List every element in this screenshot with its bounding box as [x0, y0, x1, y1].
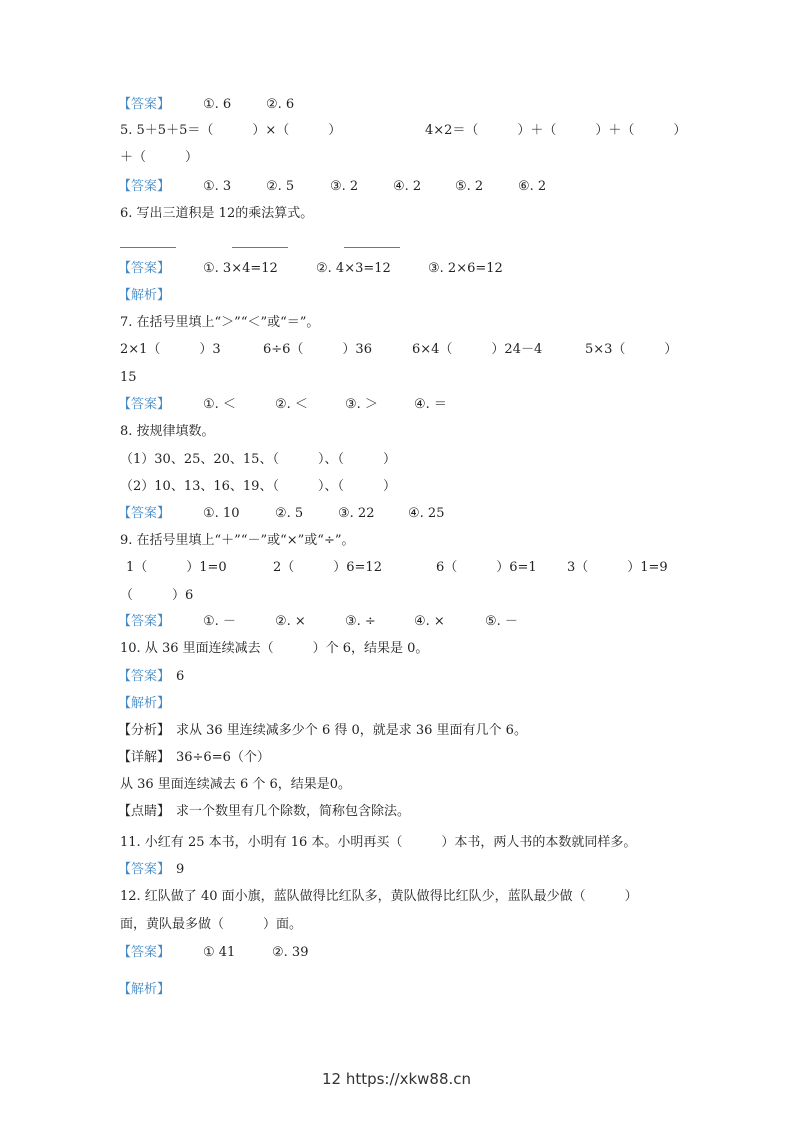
answer-item: 9 — [176, 862, 185, 877]
q9-item: 6（ ）6=1 — [436, 560, 537, 575]
q7-item: 6×4（ ）24－4 — [412, 342, 543, 357]
answer-item: ②. × — [275, 614, 306, 629]
answer-item: 6 — [176, 669, 185, 684]
q11-text: 11. 小红有 25 本书，小明有 16 本。小明再买（ ）本书，两人书的本数就同样多。 — [120, 835, 637, 850]
q7-item: 5×3（ ） — [585, 342, 678, 357]
q8-row2 — [0, 478, 396, 496]
q5-part1: 5. 5＋5＋5＝（ ）×（ ） — [120, 123, 342, 138]
answer-label: 【答案】 — [118, 945, 171, 960]
q4-answer-line — [0, 96, 295, 114]
q9-text: 9. 在括号里填上“＋”“－”或“×”或“÷”。 — [120, 533, 355, 548]
q9-cont: （ ）6 — [120, 588, 194, 603]
q5-answer-line — [0, 178, 547, 196]
answer-item: ②. 4×3=12 — [316, 261, 391, 276]
answer-item: ①. 3 — [203, 179, 232, 194]
answer-item: ②. ＜ — [275, 397, 308, 412]
answer-item: ④. × — [414, 614, 445, 629]
q9-question — [0, 532, 355, 550]
q6-answer-line — [0, 260, 503, 278]
answer-blank-line — [232, 247, 288, 248]
answer-label: 【答案】 — [118, 862, 171, 877]
analysis-label: 【解析】 — [118, 696, 171, 711]
q9-item: 3（ ）1=9 — [567, 560, 668, 575]
q9-item: 2（ ）6=12 — [273, 560, 382, 575]
answer-label: 【答案】 — [118, 669, 171, 684]
q7-item: 6÷6（ ）36 — [263, 342, 372, 357]
q5-question — [0, 122, 687, 140]
answer-item: ③. ÷ — [345, 614, 376, 629]
q6-question — [0, 205, 314, 223]
q8-row: （2）10、13、16、19、（ ）、（ ） — [120, 479, 396, 494]
q7-question — [0, 314, 320, 332]
q10-answer-line — [0, 668, 185, 686]
q10-xiangjie — [0, 749, 270, 767]
xiangjie-text: 36÷6=6（个） — [176, 750, 270, 765]
analysis-label: 【解析】 — [118, 982, 171, 997]
answer-label: 【答案】 — [118, 614, 171, 629]
answer-item: ⑥. 2 — [518, 179, 547, 194]
xiangjie-label: 【详解】 — [118, 750, 171, 765]
q10-explanation — [0, 776, 352, 794]
q5-continued — [0, 149, 199, 167]
answer-item: ①. 6 — [203, 97, 232, 112]
answer-blank-line — [344, 247, 400, 248]
answer-label: 【答案】 — [118, 179, 171, 194]
answer-label: 【答案】 — [118, 261, 171, 276]
answer-item: ②. 39 — [272, 945, 309, 960]
q9-items — [0, 559, 668, 577]
q12-analysis — [0, 981, 171, 999]
answer-item: ⑤. － — [485, 614, 518, 629]
dianjing-label: 【点睛】 — [118, 804, 171, 819]
q12-text: 面，黄队最多做（ ）面。 — [120, 917, 303, 932]
answer-item: ③. 22 — [338, 506, 375, 521]
answer-item: ③. 2 — [330, 179, 359, 194]
q12-answer-line — [0, 944, 309, 962]
answer-item: ①. 3×4=12 — [203, 261, 278, 276]
q8-text: 8. 按规律填数。 — [120, 424, 215, 439]
answer-item: ①. ＜ — [203, 397, 236, 412]
explanation-text: 从 36 里面连续减去 6 个 6，结果是0。 — [120, 777, 352, 792]
answer-item: ①. － — [203, 614, 236, 629]
q11-answer-line — [0, 861, 185, 879]
q7-answer-line — [0, 396, 447, 414]
q12-question — [0, 888, 638, 906]
answer-blank-line — [120, 247, 176, 248]
analysis-label: 【解析】 — [118, 288, 171, 303]
answer-item: ④. 25 — [408, 506, 445, 521]
q6-analysis — [0, 287, 171, 305]
q8-row1 — [0, 451, 396, 469]
fenxi-text: 求从 36 里连续减多少个 6 得 0，就是求 36 里面有几个 6。 — [176, 723, 527, 738]
q8-question — [0, 423, 215, 441]
q5-part2: 4×2＝（ ）＋（ ）＋（ ） — [425, 123, 687, 138]
answer-label: 【答案】 — [118, 506, 171, 521]
q8-row: （1）30、25、20、15、（ ）、（ ） — [120, 452, 396, 467]
answer-item: ②. 5 — [275, 506, 304, 521]
answer-label: 【答案】 — [118, 97, 171, 112]
q12-continued — [0, 916, 303, 934]
q10-question — [0, 640, 429, 658]
answer-item: ④. ＝ — [414, 397, 447, 412]
q8-answer-line — [0, 505, 445, 523]
q6-text: 6. 写出三道积是 12的乘法算式。 — [120, 206, 314, 221]
answer-item: ③. ＞ — [345, 397, 378, 412]
q7-item: 2×1（ ）3 — [120, 342, 221, 357]
answer-label: 【答案】 — [118, 397, 171, 412]
q9-item: 1（ ）1=0 — [126, 560, 227, 575]
q9-continued — [0, 587, 194, 605]
answer-item: ⑤. 2 — [455, 179, 484, 194]
answer-item: ① 41 — [203, 945, 236, 960]
answer-item: ②. 6 — [266, 97, 295, 112]
q7-continued — [0, 369, 137, 387]
page-footer: 12 https://xkw88.cn — [321, 1070, 472, 1088]
q7-cont: 15 — [120, 370, 137, 385]
answer-item: ④. 2 — [393, 179, 422, 194]
answer-item: ②. 5 — [266, 179, 295, 194]
q10-dianjing — [0, 803, 411, 821]
q10-text: 10. 从 36 里面连续减去（ ）个 6，结果是 0。 — [120, 641, 429, 656]
answer-item: ③. 2×6=12 — [428, 261, 503, 276]
fenxi-label: 【分析】 — [118, 723, 171, 738]
q12-text: 12. 红队做了 40 面小旗，蓝队做得比红队多，黄队做得比红队少，蓝队最少做（ ） — [120, 889, 638, 904]
q7-text: 7. 在括号里填上“＞”“＜”或“＝”。 — [120, 315, 320, 330]
answer-item: ①. 10 — [203, 506, 240, 521]
q5-part3: ＋（ ） — [120, 150, 199, 165]
q9-answer-line — [0, 613, 518, 631]
q10-analysis — [0, 695, 171, 713]
q10-fenxi — [0, 722, 527, 740]
q11-question — [0, 834, 637, 852]
dianjing-text: 求一个数里有几个除数，简称包含除法。 — [176, 804, 411, 819]
q7-items — [0, 341, 678, 359]
